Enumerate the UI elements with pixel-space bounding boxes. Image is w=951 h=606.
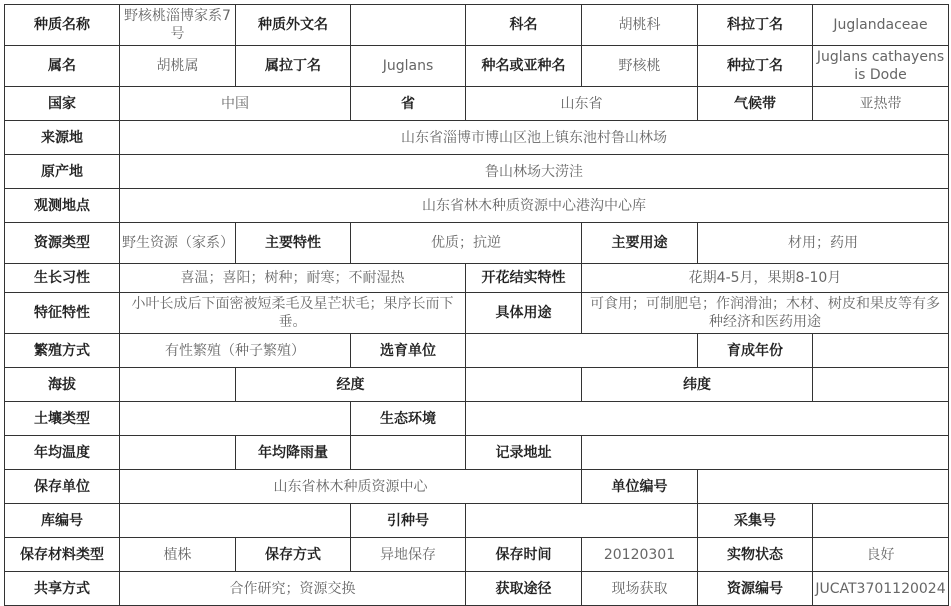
label-main-uses: 主要用途	[582, 223, 698, 264]
row-soil-type	[5, 402, 949, 436]
value-storage-method: 异地保存	[351, 538, 466, 572]
label-annual-rainfall: 年均降雨量	[236, 436, 351, 470]
label-unit-number: 单位编号	[582, 470, 698, 504]
label-altitude: 海拔	[5, 368, 120, 402]
value-observation-site: 山东省林木种质资源中心港沟中心库	[120, 189, 949, 223]
value-altitude	[120, 368, 236, 402]
row-origin	[5, 155, 949, 189]
value-climate-zone: 亚热带	[813, 87, 949, 121]
value-family-name: 胡桃科	[582, 5, 698, 46]
label-country: 国家	[5, 87, 120, 121]
value-unit-number	[698, 470, 949, 504]
value-species-name: 野核桃	[582, 46, 698, 87]
row-storage-unit	[5, 470, 949, 504]
row-annual-temperature	[5, 436, 949, 470]
value-longitude	[466, 368, 582, 402]
value-germplasm-name: 野核桃淄博家系7号	[120, 5, 236, 46]
label-storage-material: 保存材料类型	[5, 538, 120, 572]
value-sharing-method: 合作研究；资源交换	[120, 572, 466, 606]
label-flowering-fruiting: 开花结实特性	[466, 264, 582, 293]
label-species-latin: 种拉丁名	[698, 46, 813, 87]
label-breeding-unit: 选育单位	[351, 334, 466, 368]
label-soil-type: 土壤类型	[5, 402, 120, 436]
value-propagation: 有性繁殖（种子繁殖）	[120, 334, 351, 368]
germplasm-info-table	[4, 4, 949, 606]
label-bank-number: 库编号	[5, 504, 120, 538]
label-breeding-year: 育成年份	[698, 334, 813, 368]
label-storage-unit: 保存单位	[5, 470, 120, 504]
value-flowering-fruiting: 花期4-5月，果期8-10月	[582, 264, 949, 293]
label-foreign-name: 种质外文名	[236, 5, 351, 46]
value-main-uses: 材用；药用	[698, 223, 949, 264]
label-growth-habit: 生长习性	[5, 264, 120, 293]
value-physical-state: 良好	[813, 538, 949, 572]
value-collection-number	[813, 504, 949, 538]
value-storage-material: 植株	[120, 538, 236, 572]
value-foreign-name	[351, 5, 466, 46]
value-genus-latin: Juglans	[351, 46, 466, 87]
label-species-name: 种名或亚种名	[466, 46, 582, 87]
value-province: 山东省	[466, 87, 698, 121]
value-annual-temperature	[120, 436, 236, 470]
label-storage-time: 保存时间	[466, 538, 582, 572]
row-propagation	[5, 334, 949, 368]
value-storage-unit: 山东省林木种质资源中心	[120, 470, 582, 504]
row-altitude	[5, 368, 949, 402]
label-resource-type: 资源类型	[5, 223, 120, 264]
value-species-latin: Juglans cathayensis Dode	[813, 46, 949, 87]
value-genus: 胡桃属	[120, 46, 236, 87]
value-ecology	[466, 402, 949, 436]
value-soil-type	[120, 402, 351, 436]
value-breeding-year	[813, 334, 949, 368]
row-growth-habit	[5, 264, 949, 293]
label-origin: 原产地	[5, 155, 120, 189]
label-germplasm-name: 种质名称	[5, 5, 120, 46]
value-growth-habit: 喜温；喜阳；树种；耐寒；不耐湿热	[120, 264, 466, 293]
value-latitude	[813, 368, 949, 402]
row-genus	[5, 46, 949, 87]
value-record-address	[582, 436, 949, 470]
value-annual-rainfall	[351, 436, 466, 470]
row-source	[5, 121, 949, 155]
value-family-latin: Juglandaceae	[813, 5, 949, 46]
label-specific-uses: 具体用途	[466, 293, 582, 334]
row-germplasm-name	[5, 5, 949, 46]
label-ecology: 生态环境	[351, 402, 466, 436]
label-propagation: 繁殖方式	[5, 334, 120, 368]
label-storage-method: 保存方式	[236, 538, 351, 572]
label-sharing-method: 共享方式	[5, 572, 120, 606]
label-genus: 属名	[5, 46, 120, 87]
label-introduction-number: 引种号	[351, 504, 466, 538]
row-sharing-method	[5, 572, 949, 606]
label-province: 省	[351, 87, 466, 121]
value-country: 中国	[120, 87, 351, 121]
row-storage-material	[5, 538, 949, 572]
value-resource-type: 野生资源（家系）	[120, 223, 236, 264]
value-acquisition-route: 现场获取	[582, 572, 698, 606]
value-introduction-number	[466, 504, 698, 538]
label-source: 来源地	[5, 121, 120, 155]
label-resource-number: 资源编号	[698, 572, 813, 606]
value-storage-time: 20120301	[582, 538, 698, 572]
label-acquisition-route: 获取途径	[466, 572, 582, 606]
value-bank-number	[120, 504, 351, 538]
label-climate-zone: 气候带	[698, 87, 813, 121]
value-resource-number: JUCAT3701120024	[813, 572, 949, 606]
row-characteristics	[5, 293, 949, 334]
label-family-latin: 科拉丁名	[698, 5, 813, 46]
value-origin: 鲁山林场大涝洼	[120, 155, 949, 189]
label-record-address: 记录地址	[466, 436, 582, 470]
label-collection-number: 采集号	[698, 504, 813, 538]
value-source: 山东省淄博市博山区池上镇东池村鲁山林场	[120, 121, 949, 155]
label-genus-latin: 属拉丁名	[236, 46, 351, 87]
row-bank-number	[5, 504, 949, 538]
row-country	[5, 87, 949, 121]
label-main-traits: 主要特性	[236, 223, 351, 264]
value-breeding-unit	[466, 334, 698, 368]
label-family-name: 科名	[466, 5, 582, 46]
label-characteristics: 特征特性	[5, 293, 120, 334]
label-latitude: 纬度	[582, 368, 813, 402]
label-annual-temperature: 年均温度	[5, 436, 120, 470]
value-characteristics: 小叶长成后下面密被短柔毛及星芒状毛；果序长而下垂。	[120, 293, 466, 334]
label-observation-site: 观测地点	[5, 189, 120, 223]
value-specific-uses: 可食用；可制肥皂；作润滑油；木材、树皮和果皮等有多种经济和医药用途	[582, 293, 949, 334]
row-observation-site	[5, 189, 949, 223]
value-main-traits: 优质；抗逆	[351, 223, 582, 264]
label-physical-state: 实物状态	[698, 538, 813, 572]
label-longitude: 经度	[236, 368, 466, 402]
row-resource-type	[5, 223, 949, 264]
